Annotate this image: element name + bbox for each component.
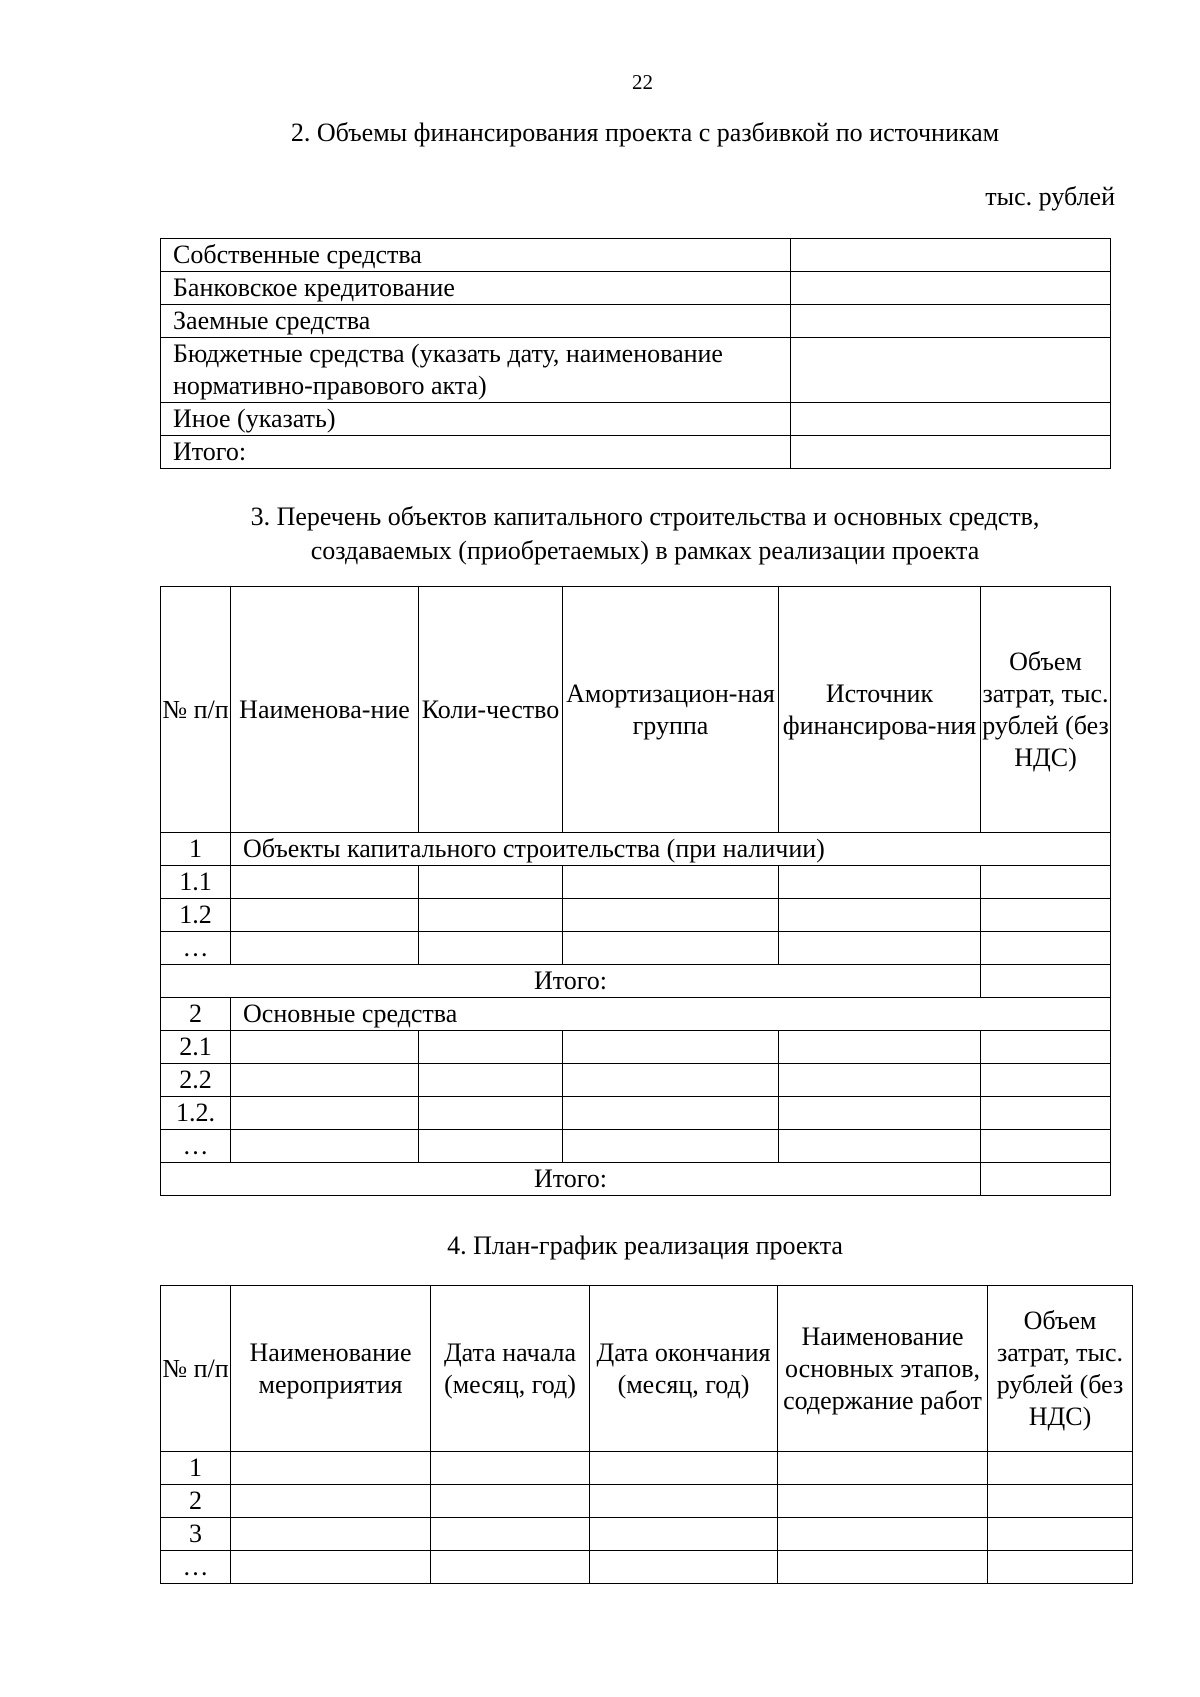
cell[interactable] (431, 1518, 590, 1551)
section-3-title-line-2: создаваемых (приобретаемых) в рамках реализации проекта (310, 536, 980, 565)
cell[interactable] (231, 932, 419, 965)
cell[interactable] (431, 1551, 590, 1584)
cell[interactable] (778, 1518, 988, 1551)
cell[interactable] (981, 1031, 1111, 1064)
table-row (161, 1551, 1133, 1584)
column-header: Наименова-ние (231, 587, 419, 833)
row-number: 2 (161, 1485, 231, 1518)
total-row (161, 965, 1111, 998)
cell[interactable] (419, 1064, 563, 1097)
row-number: … (161, 1551, 231, 1584)
cell[interactable] (563, 1031, 779, 1064)
financing-sources-table (160, 238, 1111, 469)
source-label: Бюджетные средства (указать дату, наименование нормативно-правового акта) (161, 338, 791, 403)
section-2-title: 2. Объемы финансирования проекта с разбивкой по источникам (290, 118, 1000, 147)
column-header: Амортизацион-ная группа (563, 587, 779, 833)
source-value[interactable] (791, 272, 1111, 305)
table-row (161, 1130, 1111, 1163)
source-label: Заемные средства (161, 305, 791, 338)
row-number: 1.2 (161, 899, 231, 932)
row-number: 2.1 (161, 1031, 231, 1064)
table-row (161, 305, 1111, 338)
total-label: Итого: (161, 965, 981, 998)
cell[interactable] (988, 1452, 1133, 1485)
column-header: Дата окончания (месяц, год) (590, 1286, 778, 1452)
cell[interactable] (231, 1064, 419, 1097)
source-value[interactable] (791, 305, 1111, 338)
cell[interactable] (988, 1551, 1133, 1584)
cell[interactable] (590, 1452, 778, 1485)
source-value[interactable] (791, 338, 1111, 403)
table-row (161, 1031, 1111, 1064)
units-label: тыс. рублей (985, 182, 1115, 211)
total-value[interactable] (981, 1163, 1111, 1196)
table-row (161, 932, 1111, 965)
cell[interactable] (419, 932, 563, 965)
cell[interactable] (779, 1097, 981, 1130)
table-row (161, 1452, 1133, 1485)
cell[interactable] (563, 932, 779, 965)
cell[interactable] (988, 1518, 1133, 1551)
row-number: 3 (161, 1518, 231, 1551)
source-value[interactable] (791, 403, 1111, 436)
cell[interactable] (419, 899, 563, 932)
cell[interactable] (419, 1031, 563, 1064)
cell[interactable] (590, 1485, 778, 1518)
cell[interactable] (779, 932, 981, 965)
source-label: Иное (указать) (161, 403, 791, 436)
cell[interactable] (563, 866, 779, 899)
cell[interactable] (779, 899, 981, 932)
cell[interactable] (778, 1551, 988, 1584)
total-label: Итого: (161, 436, 791, 469)
cell[interactable] (431, 1452, 590, 1485)
table-row (161, 338, 1111, 403)
source-value[interactable] (791, 239, 1111, 272)
cell[interactable] (981, 1097, 1111, 1130)
table-row (161, 1485, 1133, 1518)
row-number: 2 (161, 998, 231, 1031)
table-row (161, 899, 1111, 932)
cell[interactable] (779, 1031, 981, 1064)
cell[interactable] (563, 1130, 779, 1163)
cell[interactable] (419, 1130, 563, 1163)
section-label: Основные средства (231, 998, 1111, 1031)
section-3-title-line-1: 3. Перечень объектов капитального строительства и основных средств, (250, 502, 1040, 531)
header-row (161, 587, 1111, 833)
table-row (161, 272, 1111, 305)
total-value[interactable] (981, 965, 1111, 998)
section-4-title: 4. План-график реализация проекта (447, 1231, 843, 1260)
cell[interactable] (590, 1518, 778, 1551)
cell[interactable] (981, 932, 1111, 965)
cell[interactable] (981, 1130, 1111, 1163)
cell[interactable] (231, 1130, 419, 1163)
table-row (161, 1518, 1133, 1551)
cell[interactable] (419, 1097, 563, 1130)
cell[interactable] (563, 1064, 779, 1097)
cell[interactable] (981, 866, 1111, 899)
capital-objects-table (160, 586, 1111, 1196)
cell[interactable] (231, 1097, 419, 1130)
cell[interactable] (231, 1031, 419, 1064)
page-number: 22 (632, 70, 653, 94)
cell[interactable] (231, 1485, 431, 1518)
column-header: Коли-чество (419, 587, 563, 833)
column-header: Источник финансирова-ния (779, 587, 981, 833)
row-number: 1 (161, 1452, 231, 1485)
table-row (161, 1097, 1111, 1130)
source-label: Собственные средства (161, 239, 791, 272)
cell[interactable] (778, 1485, 988, 1518)
cell[interactable] (231, 866, 419, 899)
column-header: Наименование мероприятия (231, 1286, 431, 1452)
section-row (161, 833, 1111, 866)
cell[interactable] (778, 1452, 988, 1485)
cell[interactable] (981, 1064, 1111, 1097)
cell[interactable] (431, 1485, 590, 1518)
table-row (161, 866, 1111, 899)
source-label: Банковское кредитование (161, 272, 791, 305)
row-number: 1 (161, 833, 231, 866)
section-label: Объекты капитального строительства (при наличии) (231, 833, 1111, 866)
table-row (161, 403, 1111, 436)
column-header: Объем затрат, тыс. рублей (без НДС) (988, 1286, 1133, 1452)
header-row (161, 1286, 1133, 1452)
total-label: Итого: (161, 1163, 981, 1196)
cell[interactable] (231, 1452, 431, 1485)
row-number: 2.2 (161, 1064, 231, 1097)
column-header: Объем затрат, тыс. рублей (без НДС) (981, 587, 1111, 833)
row-number: … (161, 932, 231, 965)
cell[interactable] (981, 899, 1111, 932)
cell[interactable] (590, 1551, 778, 1584)
row-number: … (161, 1130, 231, 1163)
cell[interactable] (563, 899, 779, 932)
cell[interactable] (231, 899, 419, 932)
cell[interactable] (563, 1097, 779, 1130)
column-header: Наименование основных этапов, содержание работ (778, 1286, 988, 1452)
cell[interactable] (779, 866, 981, 899)
cell[interactable] (231, 1518, 431, 1551)
table-row (161, 436, 1111, 469)
row-number: 1.2. (161, 1097, 231, 1130)
column-header: № п/п (161, 587, 231, 833)
cell[interactable] (231, 1551, 431, 1584)
column-header: Дата начала (месяц, год) (431, 1286, 590, 1452)
schedule-table (160, 1285, 1133, 1584)
cell[interactable] (779, 1130, 981, 1163)
table-row (161, 1064, 1111, 1097)
cell[interactable] (779, 1064, 981, 1097)
total-row (161, 1163, 1111, 1196)
total-value[interactable] (791, 436, 1111, 469)
table-row (161, 239, 1111, 272)
cell[interactable] (988, 1485, 1133, 1518)
section-row (161, 998, 1111, 1031)
row-number: 1.1 (161, 866, 231, 899)
cell[interactable] (419, 866, 563, 899)
column-header: № п/п (161, 1286, 231, 1452)
